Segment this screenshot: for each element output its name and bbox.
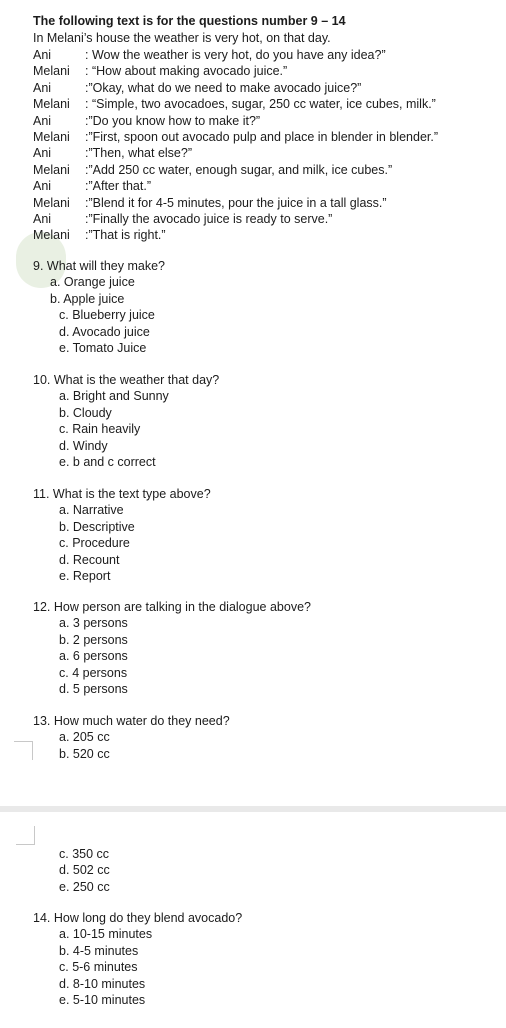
question-text: 11. What is the text type above? bbox=[33, 487, 211, 501]
utterance: : Wow the weather is very hot, do you have any idea?” bbox=[85, 48, 386, 62]
utterance: : “Simple, two avocadoes, sugar, 250 cc water, ice cubes, milk.” bbox=[85, 97, 436, 112]
answer-option: a. 3 persons bbox=[59, 616, 128, 631]
question-text: 12. How person are talking in the dialogue above? bbox=[33, 600, 311, 614]
utterance: :”Okay, what do we need to make avocado juice?” bbox=[85, 80, 362, 95]
dialogue bbox=[33, 47, 503, 244]
question-text: 9. What will they make? bbox=[33, 259, 165, 273]
speaker: Melani bbox=[33, 195, 70, 210]
answer-option: e. Report bbox=[59, 568, 111, 583]
dialogue-line bbox=[33, 195, 503, 211]
dialogue-line bbox=[33, 96, 503, 112]
speaker: Melani bbox=[33, 162, 70, 177]
question-text: 14. How long do they blend avocado? bbox=[33, 911, 243, 925]
answer-option: e. 5-10 minutes bbox=[59, 992, 146, 1007]
crop-mark-top bbox=[14, 741, 33, 760]
crop-mark-bottom bbox=[16, 826, 35, 845]
answer-option: d. 5 persons bbox=[59, 681, 128, 696]
utterance: :”Then, what else?” bbox=[85, 146, 192, 161]
dialogue-line bbox=[33, 145, 503, 161]
answer-option: d. Avocado juice bbox=[59, 324, 150, 339]
question-13-continued bbox=[33, 846, 110, 895]
answer-option: b. Descriptive bbox=[59, 519, 135, 534]
answer-option: a. 10-15 minutes bbox=[59, 927, 153, 942]
answer-option: c. 4 persons bbox=[59, 665, 128, 680]
answer-option: c. Rain heavily bbox=[59, 422, 141, 437]
answer-option: b. 520 cc bbox=[59, 746, 110, 761]
answer-option: c. Blueberry juice bbox=[59, 308, 155, 323]
speaker: Ani bbox=[33, 48, 52, 62]
dialogue-line bbox=[33, 211, 503, 227]
dialogue-line bbox=[33, 178, 503, 194]
answer-option: e. b and c correct bbox=[59, 454, 156, 469]
answer-option: c. 5-6 minutes bbox=[59, 960, 138, 975]
speaker: Melani bbox=[33, 129, 70, 144]
speaker: Ani bbox=[33, 113, 52, 128]
answer-option: e. Tomato Juice bbox=[59, 340, 147, 355]
speaker: Ani bbox=[33, 80, 52, 95]
answer-option: b. 2 persons bbox=[59, 632, 128, 647]
question-text: 10. What is the weather that day? bbox=[33, 373, 220, 387]
question-14 bbox=[33, 910, 242, 1008]
dialogue-line bbox=[33, 80, 503, 96]
answer-option: b. Cloudy bbox=[59, 405, 112, 420]
answer-option: a. 205 cc bbox=[59, 730, 110, 745]
dialogue-line bbox=[33, 162, 503, 178]
intro-text: In Melani’s house the weather is very hot, on that day. bbox=[33, 31, 331, 45]
answer-option: d. 8-10 minutes bbox=[59, 976, 146, 991]
answer-option: a. Bright and Sunny bbox=[59, 389, 169, 404]
dialogue-line bbox=[33, 47, 503, 63]
answer-option: c. Procedure bbox=[59, 536, 130, 551]
utterance: :”Add 250 cc water, enough sugar, and milk, ice cubes.” bbox=[85, 162, 393, 177]
speaker: Melani bbox=[33, 64, 70, 79]
speaker: Ani bbox=[33, 146, 52, 161]
utterance: :”First, spoon out avocado pulp and place in blender in blender.” bbox=[85, 129, 439, 144]
answer-option: d. 502 cc bbox=[59, 863, 110, 878]
speaker: Ani bbox=[33, 211, 52, 226]
dialogue-line bbox=[33, 129, 503, 145]
question-10 bbox=[33, 372, 219, 470]
question-13 bbox=[33, 713, 230, 762]
answer-option: a. Orange juice bbox=[50, 275, 135, 290]
utterance: :”Do you know how to make it?” bbox=[85, 113, 261, 128]
speaker: Melani bbox=[33, 97, 70, 112]
answer-option: d. Recount bbox=[59, 552, 120, 567]
dialogue-line bbox=[33, 63, 503, 79]
answer-option: b. 4-5 minutes bbox=[59, 943, 139, 958]
utterance: :”After that.” bbox=[85, 179, 151, 194]
utterance: :”Blend it for 4-5 minutes, pour the juice in a tall glass.” bbox=[85, 195, 387, 210]
utterance: : “How about making avocado juice.” bbox=[85, 64, 288, 79]
answer-option: a. Narrative bbox=[59, 503, 124, 518]
dialogue-line bbox=[33, 227, 503, 243]
dialogue-line bbox=[33, 113, 503, 129]
answer-option: b. Apple juice bbox=[50, 291, 125, 306]
answer-option: c. 350 cc bbox=[59, 847, 110, 861]
question-12 bbox=[33, 599, 311, 697]
speaker: Ani bbox=[33, 179, 52, 194]
utterance: :”Finally the avocado juice is ready to serve.” bbox=[85, 211, 333, 226]
speaker: Melani bbox=[33, 228, 70, 243]
utterance: :”That is right.” bbox=[85, 228, 166, 243]
answer-option: d. Windy bbox=[59, 438, 108, 453]
instructions-heading: The following text is for the questions number 9 – 14 bbox=[33, 14, 346, 28]
answer-option: a. 6 persons bbox=[59, 649, 128, 664]
question-9 bbox=[33, 258, 165, 356]
answer-option: e. 250 cc bbox=[59, 879, 110, 894]
question-text: 13. How much water do they need? bbox=[33, 714, 230, 728]
question-11 bbox=[33, 486, 211, 584]
